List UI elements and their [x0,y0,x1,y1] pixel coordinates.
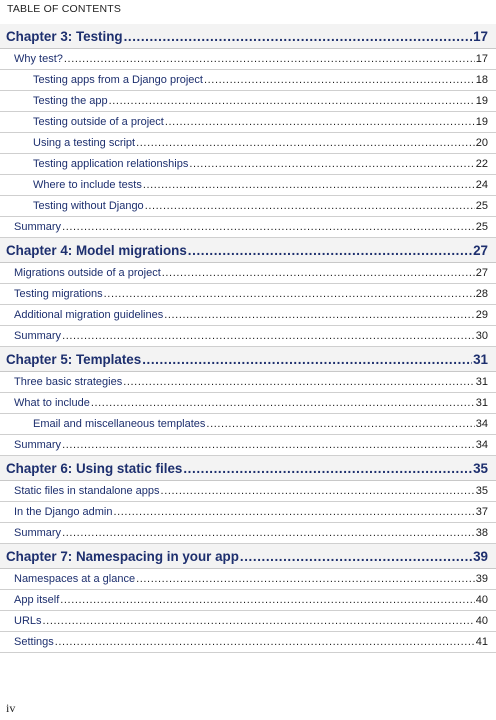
toc-entry-page: 20 [475,137,488,149]
running-header: TABLE OF CONTENTS [7,3,122,15]
toc-entry-page: 25 [475,221,488,233]
toc-entry-page: 27 [473,243,488,258]
toc-section-entry[interactable] [0,414,496,435]
toc-entry-title: Chapter 3: Testing [6,29,123,44]
dot-leader [64,49,475,70]
toc-section-entry[interactable] [0,49,496,70]
toc-section-entry[interactable] [0,196,496,217]
toc-entry-title: Static files in standalone apps [14,485,160,497]
toc-entry-title: Summary [14,439,62,451]
toc-entry-title: Testing the app [33,95,108,107]
dot-leader [62,326,475,347]
toc-entry-page: 19 [475,95,488,107]
dot-leader [145,196,475,217]
toc-entry-page: 25 [475,200,488,212]
dot-leader [60,590,475,611]
toc-section-entry[interactable] [0,502,496,523]
toc-entry-title: Summary [14,221,62,233]
dot-leader [62,217,475,238]
toc-section-entry[interactable] [0,435,496,456]
toc-section-entry[interactable] [0,569,496,590]
toc-entry-page: 29 [475,309,488,321]
dot-leader [91,393,475,414]
toc-entry-page: 39 [473,549,488,564]
toc-entry-page: 40 [475,615,488,627]
toc-section-entry[interactable] [0,305,496,326]
toc-entry-page: 38 [475,527,488,539]
toc-section-entry[interactable] [0,284,496,305]
dot-leader [162,263,475,284]
dot-leader [142,347,472,372]
toc-entry-title: URLs [14,615,42,627]
dot-leader [136,133,475,154]
toc-entry-page: 17 [475,53,488,65]
toc-chapter-entry[interactable] [0,347,496,372]
toc-entry-title: Summary [14,330,62,342]
toc-entry-title: Migrations outside of a project [14,267,161,279]
page-number: iv [6,701,16,715]
toc-section-entry[interactable] [0,481,496,502]
toc-entry-page: 17 [473,29,488,44]
toc-entry-title: Chapter 6: Using static files [6,461,183,476]
dot-leader [113,502,474,523]
toc-section-entry[interactable] [0,112,496,133]
toc-entry-page: 35 [473,461,488,476]
dot-leader [204,70,475,91]
toc-section-entry[interactable] [0,175,496,196]
dot-leader [104,284,475,305]
toc-entry-title: Chapter 5: Templates [6,352,142,367]
toc-section-entry[interactable] [0,154,496,175]
dot-leader [164,305,475,326]
table-of-contents [0,24,496,653]
toc-entry-page: 30 [475,330,488,342]
toc-section-entry[interactable] [0,372,496,393]
toc-entry-page: 35 [475,485,488,497]
dot-leader [165,112,475,133]
toc-entry-page: 31 [475,397,488,409]
toc-entry-title: In the Django admin [14,506,113,518]
toc-section-entry[interactable] [0,611,496,632]
toc-section-entry[interactable] [0,393,496,414]
toc-entry-page: 24 [475,179,488,191]
dot-leader [136,569,475,590]
toc-chapter-entry[interactable] [0,24,496,49]
dot-leader [43,611,475,632]
toc-entry-title: Testing without Django [33,200,144,212]
toc-entry-title: Namespaces at a glance [14,573,136,585]
dot-leader [183,456,472,481]
toc-entry-page: 41 [475,636,488,648]
toc-section-entry[interactable] [0,590,496,611]
toc-section-entry[interactable] [0,326,496,347]
toc-entry-title: Three basic strategies [14,376,123,388]
dot-leader [189,154,474,175]
toc-entry-title: Summary [14,527,62,539]
toc-chapter-entry[interactable] [0,238,496,263]
dot-leader [123,372,475,393]
toc-section-entry[interactable] [0,91,496,112]
dot-leader [109,91,475,112]
toc-section-entry[interactable] [0,632,496,653]
dot-leader [206,414,474,435]
toc-entry-page: 27 [475,267,488,279]
toc-section-entry[interactable] [0,133,496,154]
dot-leader [62,523,475,544]
toc-entry-title: Testing apps from a Django project [33,74,203,86]
toc-chapter-entry[interactable] [0,544,496,569]
toc-entry-title: App itself [14,594,60,606]
toc-entry-page: 31 [473,352,488,367]
toc-entry-page: 34 [475,418,488,430]
toc-entry-page: 31 [475,376,488,388]
toc-entry-title: Email and miscellaneous templates [33,418,206,430]
toc-entry-title: Where to include tests [33,179,142,191]
toc-entry-title: Testing migrations [14,288,103,300]
toc-entry-page: 28 [475,288,488,300]
dot-leader [55,632,475,653]
dot-leader [188,238,472,263]
toc-entry-page: 22 [475,158,488,170]
toc-entry-title: Additional migration guidelines [14,309,164,321]
toc-entry-title: Chapter 4: Model migrations [6,243,187,258]
dot-leader [124,24,473,49]
toc-entry-page: 40 [475,594,488,606]
toc-chapter-entry[interactable] [0,456,496,481]
toc-entry-page: 39 [475,573,488,585]
toc-section-entry[interactable] [0,523,496,544]
toc-entry-page: 18 [475,74,488,86]
toc-entry-page: 37 [475,506,488,518]
toc-section-entry[interactable] [0,217,496,238]
toc-entry-title: Using a testing script [33,137,136,149]
dot-leader [62,435,475,456]
toc-entry-title: Why test? [14,53,63,65]
toc-entry-title: Chapter 7: Namespacing in your app [6,549,239,564]
dot-leader [143,175,475,196]
toc-section-entry[interactable] [0,263,496,284]
toc-section-entry[interactable] [0,70,496,91]
dot-leader [161,481,475,502]
dot-leader [240,544,472,569]
toc-entry-page: 19 [475,116,488,128]
toc-entry-title: Testing outside of a project [33,116,164,128]
toc-entry-page: 34 [475,439,488,451]
toc-entry-title: Testing application relationships [33,158,189,170]
toc-entry-title: Settings [14,636,54,648]
toc-entry-title: What to include [14,397,90,409]
